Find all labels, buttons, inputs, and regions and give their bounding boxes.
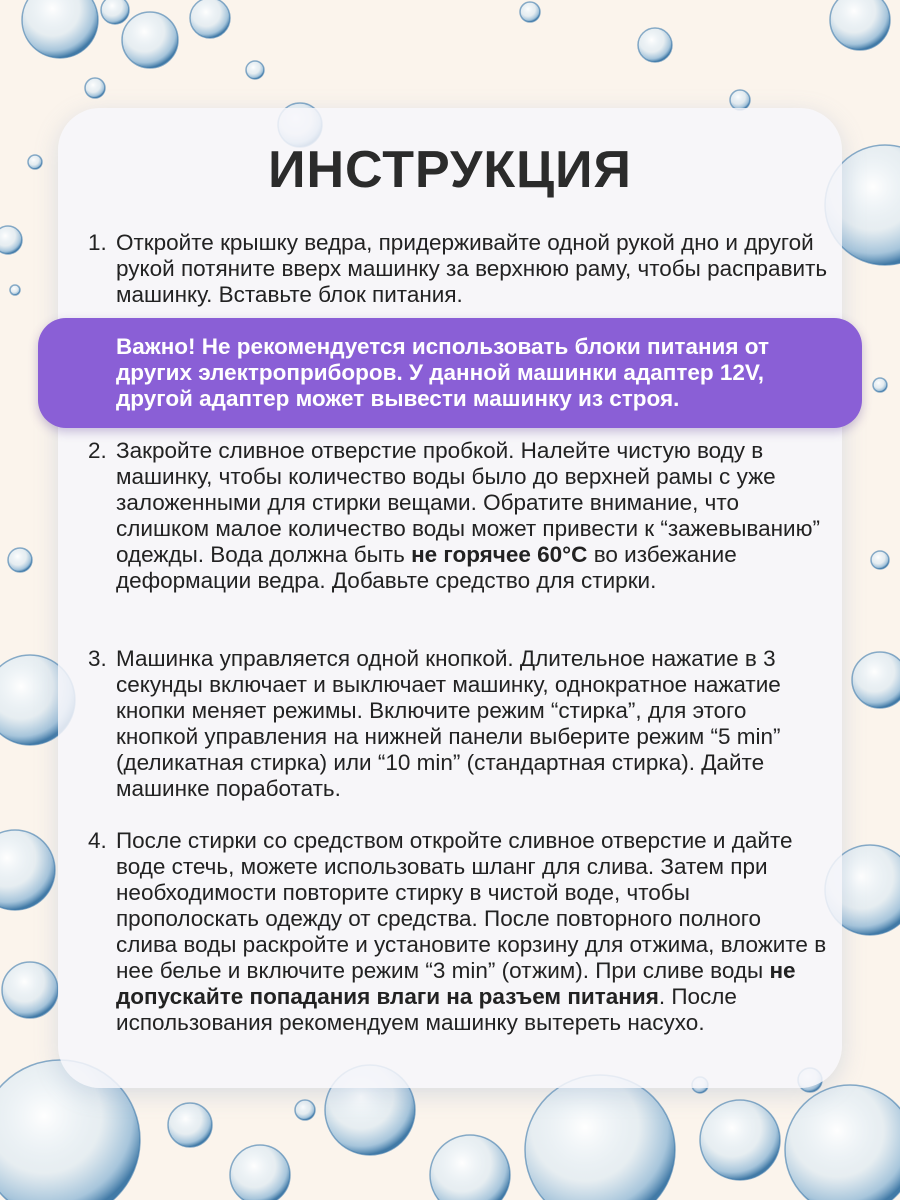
step-text (116, 828, 828, 1036)
warning-text: Важно! Не рекомендуется использовать блоки питания от других электроприборов. У данной машинки адаптер 12V, другой адаптер может вывести машинку из строя. (116, 334, 769, 411)
step-text-part: После стирки со средством откройте сливное отверстие и дайте воде стечь, можете использовать шланг для слива. Затем при необходимости повторите стирку в чистой воде, чтобы прополоскать одежду от средства. После повторного полного слива воды раскройте и установите корзину для отжима, вложите в нее белье и включите режим “3 min” (отжим). При сливе воды (116, 828, 827, 983)
step-text-part: во избежание деформации ведра. Добавьте средство для стирки. (116, 542, 737, 593)
step-text: Откройте крышку ведра, придерживайте одной рукой дно и другой рукой потяните вверх машинку за верхнюю раму, чтобы расправить машинку. Вставьте блок питания. (116, 230, 828, 307)
step-text-part: Закройте сливное отверстие пробкой. Налейте чистую воду в машинку, чтобы количество воды было до верхней рамы с уже заложенными для стирки вещами. Обратите внимание, что слишком малое количество воды может привести к “зажевыванию” одежды. Вода должна быть (116, 438, 820, 567)
warning-banner (38, 318, 862, 428)
step-text: Машинка управляется одной кнопкой. Длительное нажатие в 3 секунды включает и выключает машинку, однократное нажатие кнопки меняет режимы. Включите режим “стирка”, для этого кнопкой управления на нижней панели выберите режим “5 min” (деликатная стирка) или “10 min” (стандартная стирка). Дайте машинке поработать. (116, 646, 781, 801)
step-text-emphasis: не горячее 60°C (411, 542, 588, 567)
step-3 (88, 646, 828, 802)
step-number: 3. (88, 646, 107, 671)
step-text (116, 438, 828, 594)
step-4 (88, 828, 828, 1036)
page-title: ИНСТРУКЦИЯ (268, 141, 632, 199)
step-number: 2. (88, 438, 107, 463)
step-1 (88, 230, 828, 308)
step-number: 4. (88, 828, 107, 853)
step-2 (88, 438, 828, 594)
step-number: 1. (88, 230, 107, 255)
step-text-emphasis: не допускайте попадания влаги на разъем питания (116, 958, 796, 1009)
step-text-part: . После использования рекомендуем машинку вытереть насухо. (116, 984, 737, 1035)
